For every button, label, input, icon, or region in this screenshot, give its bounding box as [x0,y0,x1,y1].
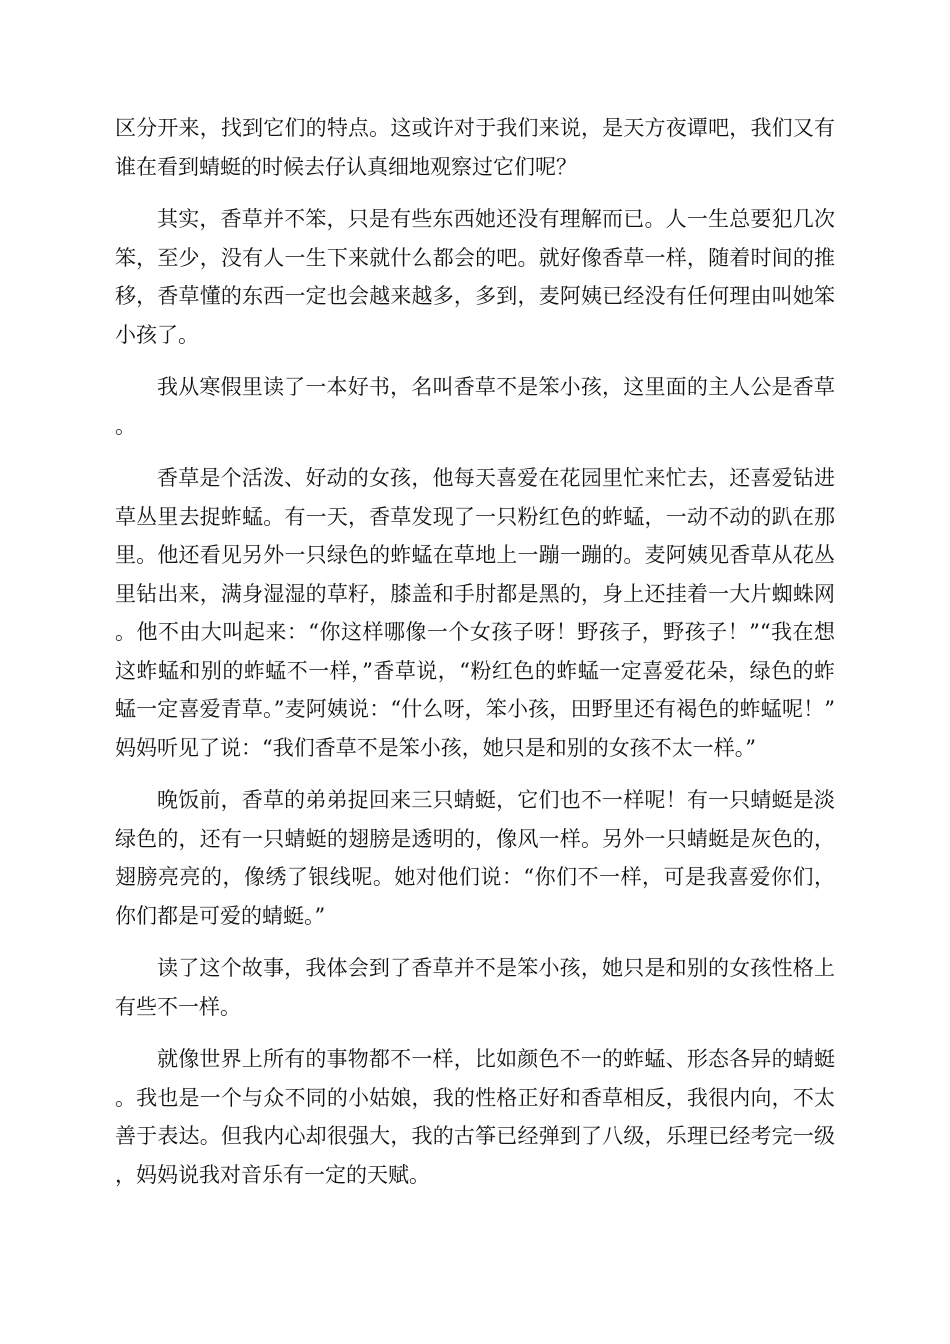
paragraph-5: 晚饭前，香草的弟弟捉回来三只蜻蜓，它们也不一样呢！有一只蜻蜓是淡绿色的，还有一只蜻蜓的翅膀是透明的，像风一样。另外一只蜻蜓是灰色的，翅膀亮亮的，像绣了银线呢。她对他们说：“你们不一样，可是我喜爱你们，你们都是可爱的蜻蜓。” [115,788,835,928]
paragraph-4: 香草是个活泼、好动的女孩，他每天喜爱在花园里忙来忙去，还喜爱钻进草丛里去捉蚱蜢。有一天，香草发现了一只粉红色的蚱蜢，一动不动的趴在那里。他还看见另外一只绿色的蚱蜢在草地上一蹦一蹦的。麦阿姨见香草从花丛里钻出来，满身湿湿的草籽，膝盖和手肘都是黑的，身上还挂着一大片蜘蛛网。他不由大叫起来：“你这样哪像一个女孩子呀！野孩子，野孩子！”“我在想这蚱蜢和别的蚱蜢不一样，”香草说，“粉红色的蚱蜢一定喜爱花朵，绿色的蚱蜢一定喜爱青草。”麦阿姨说：“什么呀，笨小孩，田野里还有褐色的蚱蜢呢！”妈妈听见了说：“我们香草不是笨小孩，她只是和别的女孩不太一样。” [115,466,835,760]
paragraph-gap [115,354,835,368]
paragraph-3: 我从寒假里读了一本好书，名叫香草不是笨小孩，这里面的主人公是香草。 [115,375,835,438]
paragraph-7: 就像世界上所有的事物都不一样，比如颜色不一的蚱蜢、形态各异的蜻蜓。我也是一个与众不同的小姑娘，我的性格正好和香草相反，我很内向，不太善于表达。但我内心却很强大，我的古筝已经弹到了八级，乐理已经考完一级，妈妈说我对音乐有一定的天赋。 [115,1047,835,1187]
paragraph-gap [115,767,835,781]
paragraph-gap [115,445,835,459]
paragraph-gap [115,935,835,949]
paragraph-gap [115,1026,835,1040]
paragraph-2: 其实，香草并不笨，只是有些东西她还没有理解而已。人一生总要犯几次笨，至少，没有人一生下来就什么都会的吧。就好像香草一样，随着时间的推移，香草懂的东西一定也会越来越多，多到，麦阿姨已经没有任何理由叫她笨小孩了。 [115,207,835,347]
document-body [115,109,835,1194]
paragraph-1: 区分开来，找到它们的特点。这或许对于我们来说，是天方夜谭吧，我们又有谁在看到蜻蜓的时候去仔认真细地观察过它们呢？ [115,116,835,179]
paragraph-6: 读了这个故事，我体会到了香草并不是笨小孩，她只是和别的女孩性格上有些不一样。 [115,956,835,1019]
paragraph-gap [115,186,835,200]
